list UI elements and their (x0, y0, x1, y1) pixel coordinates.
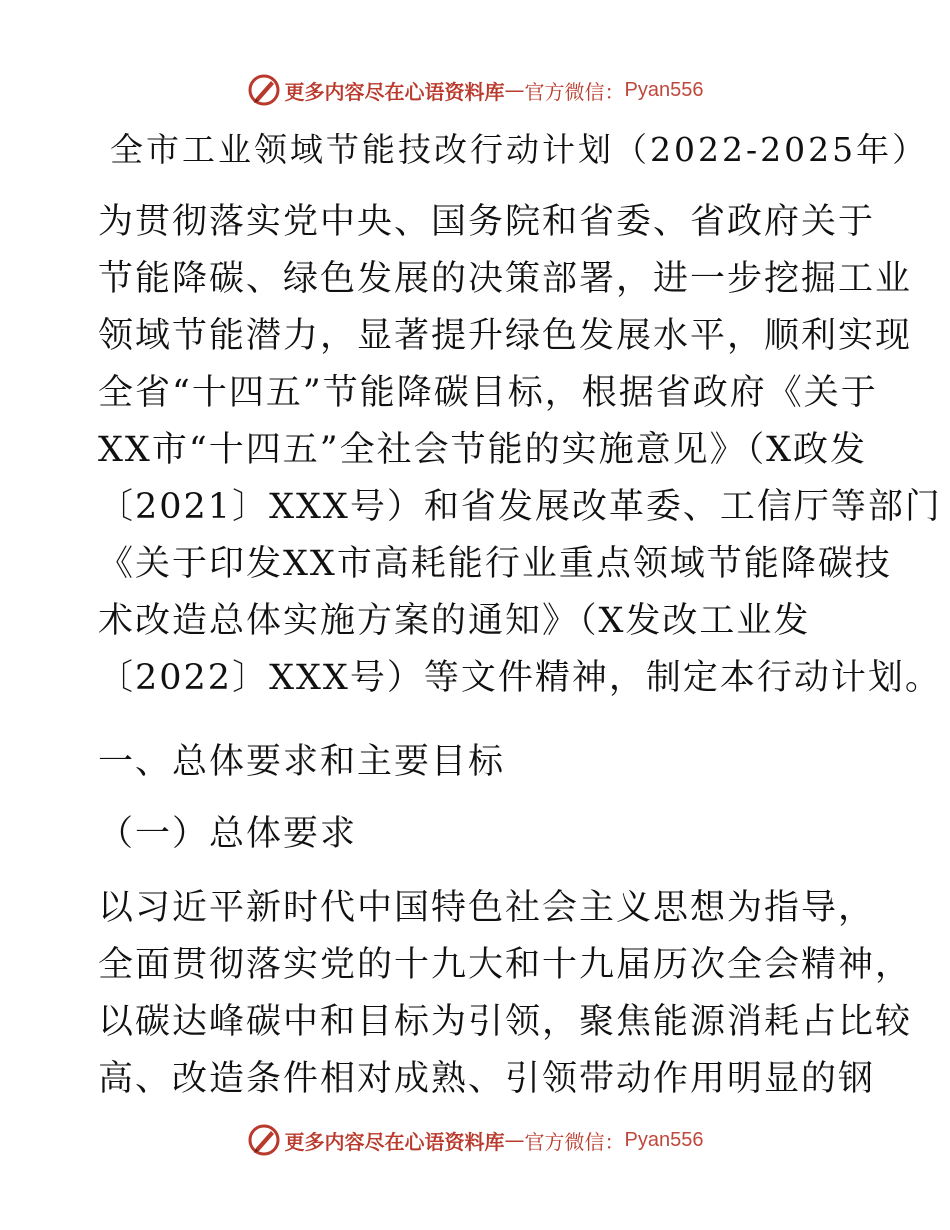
watermark-library-text: 更多内容尽在心语资料库 (284, 79, 505, 104)
section-heading-text: 一、总体要求和主要目标 (98, 742, 506, 782)
intro-paragraph (98, 194, 942, 707)
requirement-line: 以习近平新时代中国特色社会主义思想为指导， (98, 888, 876, 928)
watermark-separator: — (504, 1128, 525, 1152)
section-heading (98, 734, 858, 791)
pen-logo-icon (247, 73, 281, 107)
watermark-separator: — (504, 78, 525, 102)
intro-line: 〔2022〕XXX号）等文件精神，制定本行动计划。 (98, 658, 942, 698)
document-title: 全市工业领域节能技改行动计划（2022-2025年） (110, 130, 929, 169)
requirement-line: 高、改造条件相对成熟、引领带动作用明显的钢 (98, 1059, 876, 1099)
requirement-line: 以碳达峰碳中和目标为引领，聚焦能源消耗占比较 (98, 1002, 913, 1042)
requirement-paragraph (98, 880, 913, 1108)
watermark-banner-top (0, 70, 950, 110)
watermark-library-text: 更多内容尽在心语资料库 (284, 1129, 505, 1154)
watermark-wechat-label: 官方微信： (524, 1129, 625, 1154)
intro-line: 术改造总体实施方案的通知》（X发改工业发 (98, 601, 811, 641)
watermark-wechat-id: Pyan556 (624, 78, 704, 101)
subsection-heading-text: （一）总体要求 (98, 814, 358, 854)
intro-line: 领域节能潜力，显著提升绿色发展水平，顺利实现 (98, 316, 913, 356)
pen-logo-icon (247, 1123, 281, 1157)
watermark-banner-bottom (0, 1120, 950, 1160)
subsection-heading (98, 806, 858, 863)
intro-line: 《关于印发XX市高耗能行业重点领域节能降碳技 (98, 544, 892, 584)
watermark-wechat-id: Pyan556 (624, 1128, 704, 1151)
intro-line: 节能降碳、绿色发展的决策部署，进一步挖掘工业 (98, 259, 913, 299)
intro-line: 〔2021〕XXX号）和省发展改革委、工信厅等部门 (98, 487, 942, 527)
watermark-wechat-label: 官方微信： (524, 79, 625, 104)
requirement-line: 全面贯彻落实党的十九大和十九届历次全会精神， (98, 945, 913, 985)
intro-line: 为贯彻落实党中央、国务院和省委、省政府关于 (98, 202, 876, 242)
intro-line: XX市“十四五”全社会节能的实施意见》（X政发 (98, 430, 868, 470)
intro-line: 全省“十四五”节能降碳目标，根据省政府《关于 (98, 373, 878, 413)
